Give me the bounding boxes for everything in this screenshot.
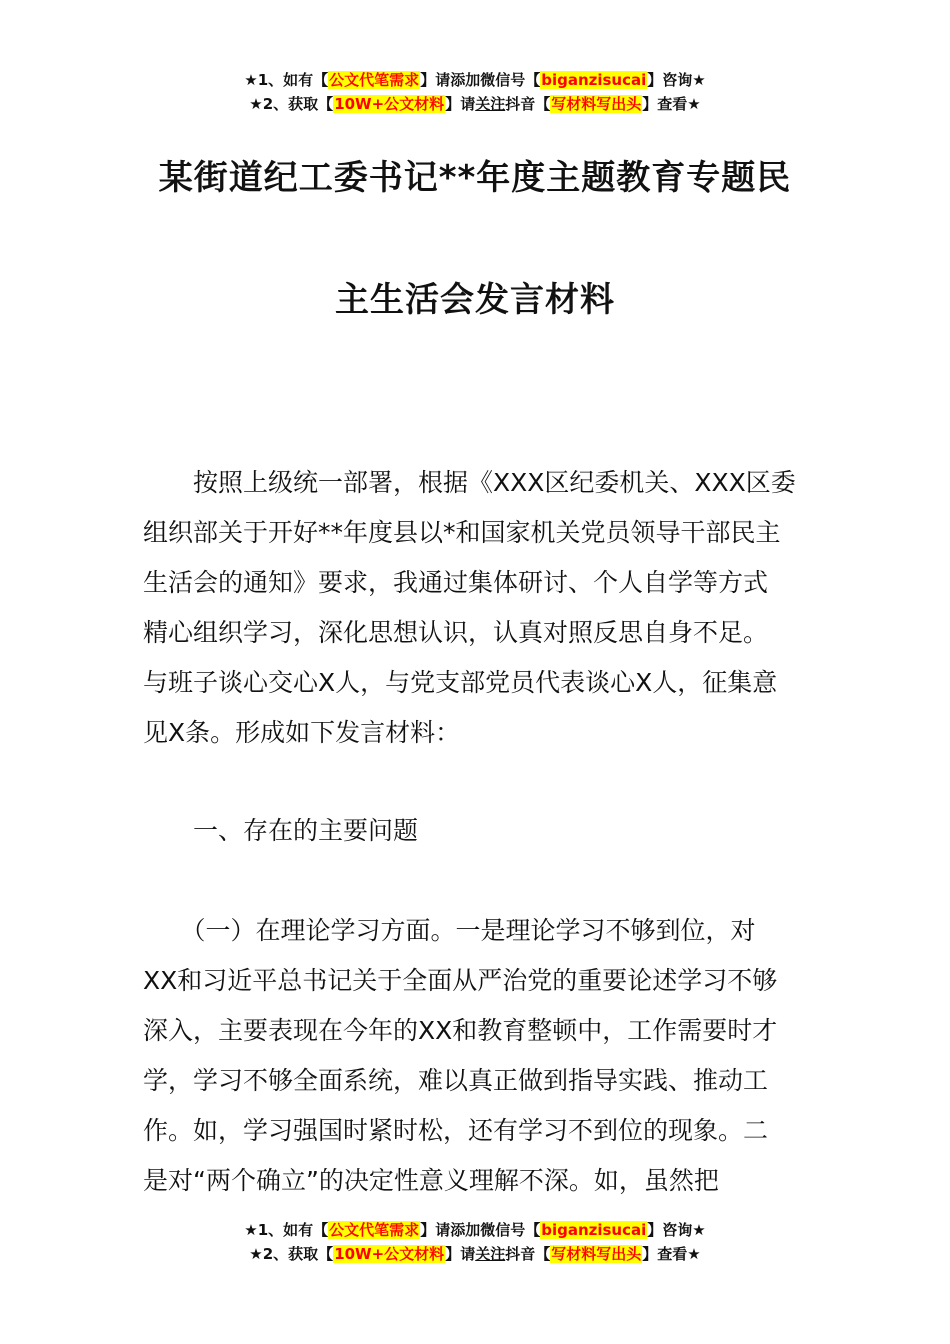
promo-text: 】咨询★ xyxy=(647,71,706,89)
footer-promo-banner xyxy=(0,1218,950,1266)
promo-line-1 xyxy=(0,1218,950,1242)
document-title-line-2: 主生活会发言材料 xyxy=(335,280,615,320)
promo-text: 】请添加微信号【 xyxy=(420,71,541,89)
text-line: 与班子谈心交心X人，与党支部党员代表谈心X人，征集意 xyxy=(143,668,778,697)
promo-wechat-id: biganzisucai xyxy=(541,71,647,89)
promo-highlight: 公文代笔需求 xyxy=(329,71,420,89)
promo-highlight: 写材料写出头 xyxy=(551,95,642,113)
heading-text: 一、存在的主要问题 xyxy=(143,816,419,845)
promo-text: 】查看★ xyxy=(642,95,701,113)
promo-text: ★1、如有【 xyxy=(244,1221,329,1239)
promo-text: 抖音【 xyxy=(505,95,551,113)
promo-text: ★1、如有【 xyxy=(244,71,329,89)
promo-highlight: 10W+公文材料 xyxy=(334,1245,445,1263)
paragraph-theory-study xyxy=(143,906,810,1206)
text-line: （一）在理论学习方面。一是理论学习不够到位，对 xyxy=(143,916,756,945)
section-heading xyxy=(143,806,810,856)
text-line: 深入，主要表现在今年的XX和教育整顿中，工作需要时才 xyxy=(143,1016,778,1045)
text-line: 精心组织学习，深化思想认识，认真对照反思自身不足。 xyxy=(143,618,769,647)
promo-text: ★2、获取【 xyxy=(249,95,334,113)
promo-line-1 xyxy=(0,68,950,92)
promo-underline: 关注 xyxy=(475,1245,506,1263)
promo-line-2 xyxy=(0,1242,950,1266)
text-line: 生活会的通知》要求，我通过集体研讨、个人自学等方式 xyxy=(143,568,769,597)
text-line: 是对“两个确立”的决定性意义理解不深。如，虽然把 xyxy=(143,1166,719,1195)
promo-highlight: 10W+公文材料 xyxy=(334,95,445,113)
promo-text: 】请添加微信号【 xyxy=(420,1221,541,1239)
text-line: 见X条。形成如下发言材料： xyxy=(143,718,461,747)
text-line: 作。如，学习强国时紧时松，还有学习不到位的现象。二 xyxy=(143,1116,769,1145)
promo-highlight: 写材料写出头 xyxy=(551,1245,642,1263)
text-line: 按照上级统一部署，根据《XXX区纪委机关、XXX区委 xyxy=(143,468,796,497)
paragraph-intro xyxy=(143,458,810,758)
promo-text: 】请 xyxy=(445,1245,476,1263)
promo-highlight: 公文代笔需求 xyxy=(329,1221,420,1239)
promo-text: 抖音【 xyxy=(505,1245,551,1263)
text-line: 学，学习不够全面系统，难以真正做到指导实践、推动工 xyxy=(143,1066,769,1095)
text-line: 组织部关于开好**年度县以*和国家机关党员领导干部民主 xyxy=(143,518,781,547)
promo-line-2 xyxy=(0,92,950,116)
text-line: XX和习近平总书记关于全面从严治党的重要论述学习不够 xyxy=(143,966,778,995)
promo-underline: 关注 xyxy=(475,95,506,113)
header-promo-banner xyxy=(0,68,950,116)
promo-text: 】查看★ xyxy=(642,1245,701,1263)
document-title-line-1: 某街道纪工委书记**年度主题教育专题民 xyxy=(158,158,792,198)
promo-wechat-id: biganzisucai xyxy=(541,1221,647,1239)
promo-text: 】请 xyxy=(445,95,476,113)
promo-text: ★2、获取【 xyxy=(249,1245,334,1263)
promo-text: 】咨询★ xyxy=(647,1221,706,1239)
